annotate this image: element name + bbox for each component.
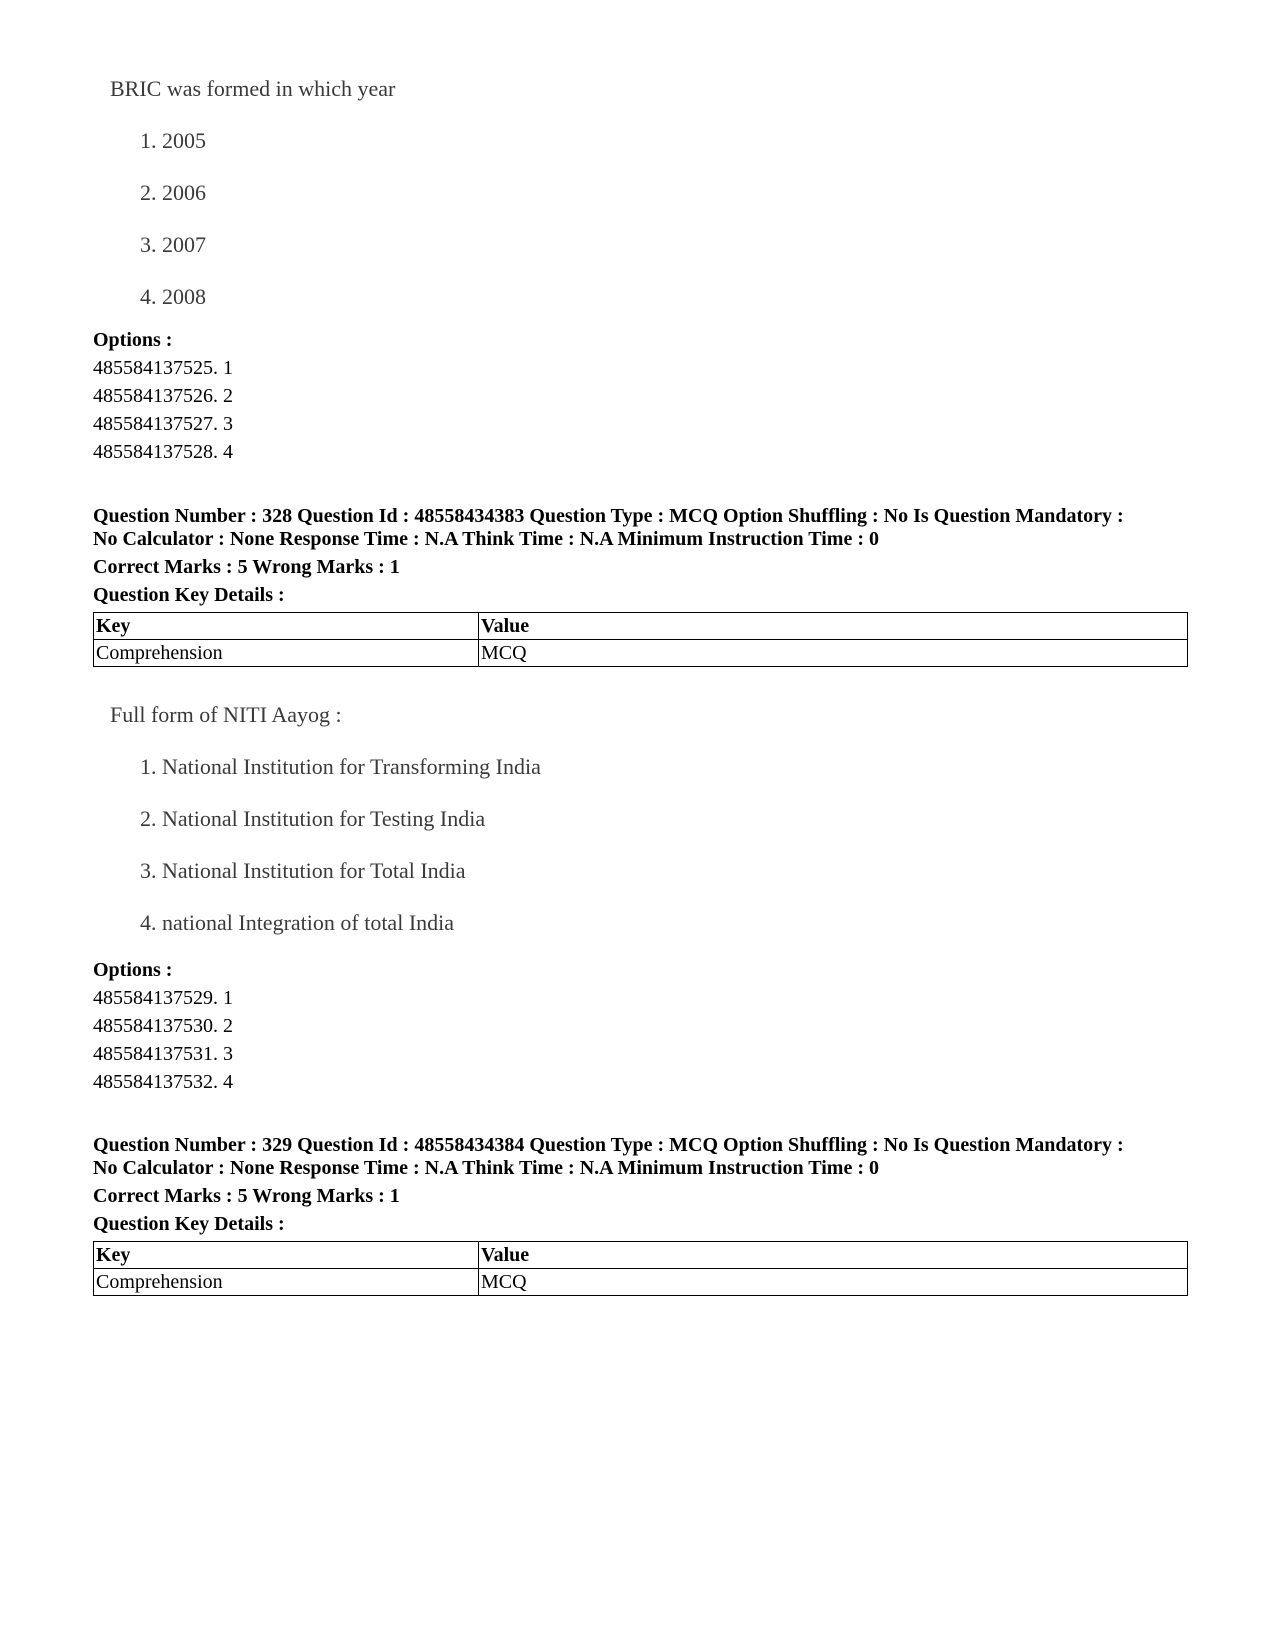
question-header-line2: No Calculator : None Response Time : N.A Think Time : N.A Minimum Instruction Time : 0 (93, 528, 879, 550)
question-choice-3: 3. National Institution for Total India (140, 858, 466, 883)
table-header-key: Key (94, 613, 479, 640)
marks-line: Correct Marks : 5 Wrong Marks : 1 (93, 1185, 400, 1207)
option-id: 485584137525. 1 (93, 357, 233, 379)
option-id: 485584137528. 4 (93, 441, 233, 463)
question-stem: Full form of NITI Aayog : (110, 702, 342, 727)
key-details-table (93, 612, 1188, 667)
question-choice-4: 4. 2008 (140, 284, 206, 309)
table-header-row (94, 1242, 1188, 1269)
table-header-key: Key (94, 1242, 479, 1269)
question-choice-2: 2. 2006 (140, 180, 206, 205)
table-row (94, 1269, 1188, 1296)
key-details-table (93, 1241, 1188, 1296)
question-choice-1: 1. National Institution for Transforming India (140, 754, 541, 779)
table-header-row (94, 613, 1188, 640)
option-id: 485584137532. 4 (93, 1071, 233, 1093)
question-header-line1: Question Number : 329 Question Id : 48558434384 Question Type : MCQ Option Shuffling : No Is Question Mandatory : (93, 1134, 1124, 1156)
question-choice-1: 1. 2005 (140, 128, 206, 153)
table-header-value: Value (479, 1242, 1188, 1269)
question-header-line1: Question Number : 328 Question Id : 48558434383 Question Type : MCQ Option Shuffling : No Is Question Mandatory : (93, 505, 1124, 527)
option-id: 485584137531. 3 (93, 1043, 233, 1065)
question-header-line2: No Calculator : None Response Time : N.A Think Time : N.A Minimum Instruction Time : 0 (93, 1157, 879, 1179)
option-id: 485584137526. 2 (93, 385, 233, 407)
option-id: 485584137530. 2 (93, 1015, 233, 1037)
question-stem: BRIC was formed in which year (110, 76, 396, 101)
question-choice-4: 4. national Integration of total India (140, 910, 455, 935)
table-header-value: Value (479, 613, 1188, 640)
key-details-label: Question Key Details : (93, 1213, 285, 1235)
options-label: Options : (93, 329, 173, 351)
table-cell-key: Comprehension (94, 1269, 479, 1296)
table-cell-value: MCQ (479, 1269, 1188, 1296)
question-choice-3: 3. 2007 (140, 232, 206, 257)
table-row (94, 640, 1188, 667)
marks-line: Correct Marks : 5 Wrong Marks : 1 (93, 556, 400, 578)
table-cell-value: MCQ (479, 640, 1188, 667)
option-id: 485584137527. 3 (93, 413, 233, 435)
question-choice-2: 2. National Institution for Testing India (140, 806, 486, 831)
options-label: Options : (93, 959, 173, 981)
table-cell-key: Comprehension (94, 640, 479, 667)
option-id: 485584137529. 1 (93, 987, 233, 1009)
key-details-label: Question Key Details : (93, 584, 285, 606)
